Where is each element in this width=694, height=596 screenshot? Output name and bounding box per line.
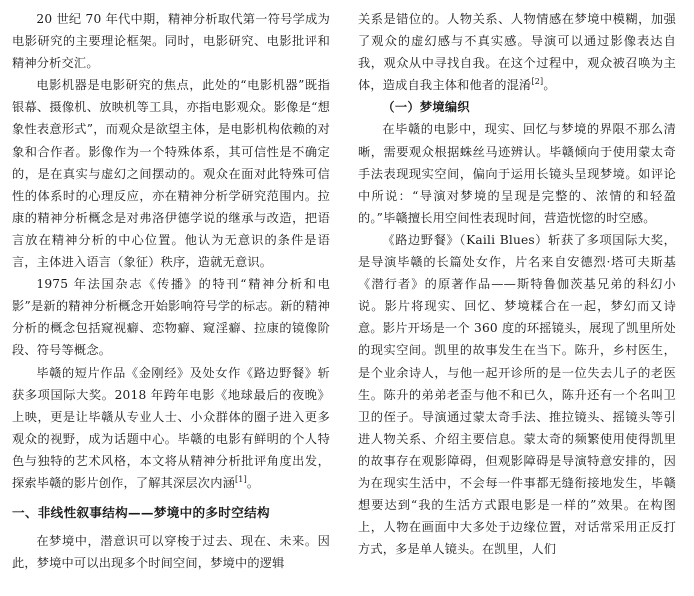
paragraph-dream-time: 在梦境中，潜意识可以穿梭于过去、现在、未来。因此，梦境中可以出现多个时间空间，梦境中的逻辑: [12, 534, 330, 571]
citation-ref-2: [2]: [531, 77, 544, 87]
paragraph-dream-logic-text: 关系是错位的。人物关系、人物情感在梦境中模糊，加强了观众的虚幻感与不真实感。导演可以通过影像表达自我，观众从中寻找自我。在这个过程中，观众被召唤为主体，造成自我主体和他者的混淆: [358, 12, 676, 93]
paragraph-communications-1975: 1975 年法国杂志《传播》的特刊“精神分析和电影”是新的精神分析概念开始影响符号学的标志。新的精神分析的概念包括窥视癖、恋物癖、窥淫癖、拉康的镜像阶段、符号等概念。: [12, 277, 330, 358]
paragraph-dream-logic: [358, 8, 676, 96]
subsection-heading-dream-weaving: （一）梦境编织: [382, 100, 470, 115]
citation-ref-1: [1]: [234, 474, 247, 484]
paragraph-intro: 20 世纪 70 年代中期，精神分析取代第一符号学成为电影研究的主要理论框架。同时，电影研究、电影批评和精神分析交汇。: [12, 12, 330, 71]
paragraph-cinema-machine: 电影机器是电影研究的焦点，此处的“电影机器”既指银幕、摄像机、放映机等工具，亦指电影观众。影像是“想象性表意形式”，而观众是欲望主体，是电影机构依赖的对象和合作者。影像作为一个特殊体系，其可信性是不确定的，是在真实与虚幻之间摆动的。观众在面对此特殊可信性的体系时的心理反应，亦在精神分析学研究范围内。拉康的精神分析概念是对弗洛伊德学说的继承与改造，把语言放在精神分析的中心位置。他认为无意识的条件是语言，主体进入语言（象征）秩序，造就无意识。: [12, 78, 330, 270]
paragraph-bi-gan-text: 毕赣的短片作品《金刚经》及处女作《路边野餐》斩获多项国际大奖。2018 年跨年电影《地球最后的夜晚》上映，更是让毕赣从专业人士、小众群体的圈子进入更多观众的视野，成为话题中心。毕赣的电影有鲜明的个人特色与独特的艺术风格，本文将从精神分析批评角度出发，探索毕赣的影片创作，了解其深层次内涵: [12, 365, 330, 490]
paragraph-kaili-blues: 《路边野餐》（Kaili Blues）斩获了多项国际大奖，是导演毕赣的长篇处女作，片名来自安德烈·塔可夫斯基《潜行者》的原著作品——斯特鲁伽茨基兄弟的科幻小说。影片将现实、回忆、梦境糅合在一起，梦幻而又诗意。影片开场是一个 360 度的环摇镜头，展现了凯里所处的现实空间。凯里的故事发生在当下。陈升，乡村医生，是个业余诗人，与他一起开诊所的是一位失去儿子的老医生。陈升的弟弟老歪与他不和已久，陈升还有一个名叫卫卫的侄子。导演通过蒙太奇手法、推拉镜头、摇镜头等引进人物关系、介绍主要信息。蒙太奇的频繁使用使得凯里的故事存在观影障碍，但观影障碍是导演特意安排的，因为在现实生活中，不会每一件事都无缝衔接地发生，毕赣想要达到“我的生活方式跟电影是一样的”效果。在构图上，人物在画面中大多处于边缘位置，对话常采用正反打方式，多是单人镜头。在凯里，人们: [358, 232, 676, 557]
left-column: [12, 8, 330, 574]
paragraph-reality-memory-dream: 在毕赣的电影中，现实、回忆与梦境的界限不那么清晰，需要观众根据蛛丝马迹辨认。毕赣倾向于使用蒙太奇手法表现现实空间，偏向于运用长镜头呈现梦境。如评论中所说：“导演对梦境的呈现是完整的、浓情的和轻盈的。”毕赣擅长用空间性表现时间，营造恍惚的时空感。: [358, 122, 676, 225]
right-column: [358, 8, 676, 560]
section-heading-nonlinear-narrative: 一、非线性叙事结构——梦境中的多时空结构: [12, 505, 270, 521]
paragraph-bi-gan-works: [12, 362, 330, 495]
paragraph-dream-logic-end: 。: [543, 78, 556, 93]
paragraph-bi-gan-end: 。: [246, 475, 260, 490]
